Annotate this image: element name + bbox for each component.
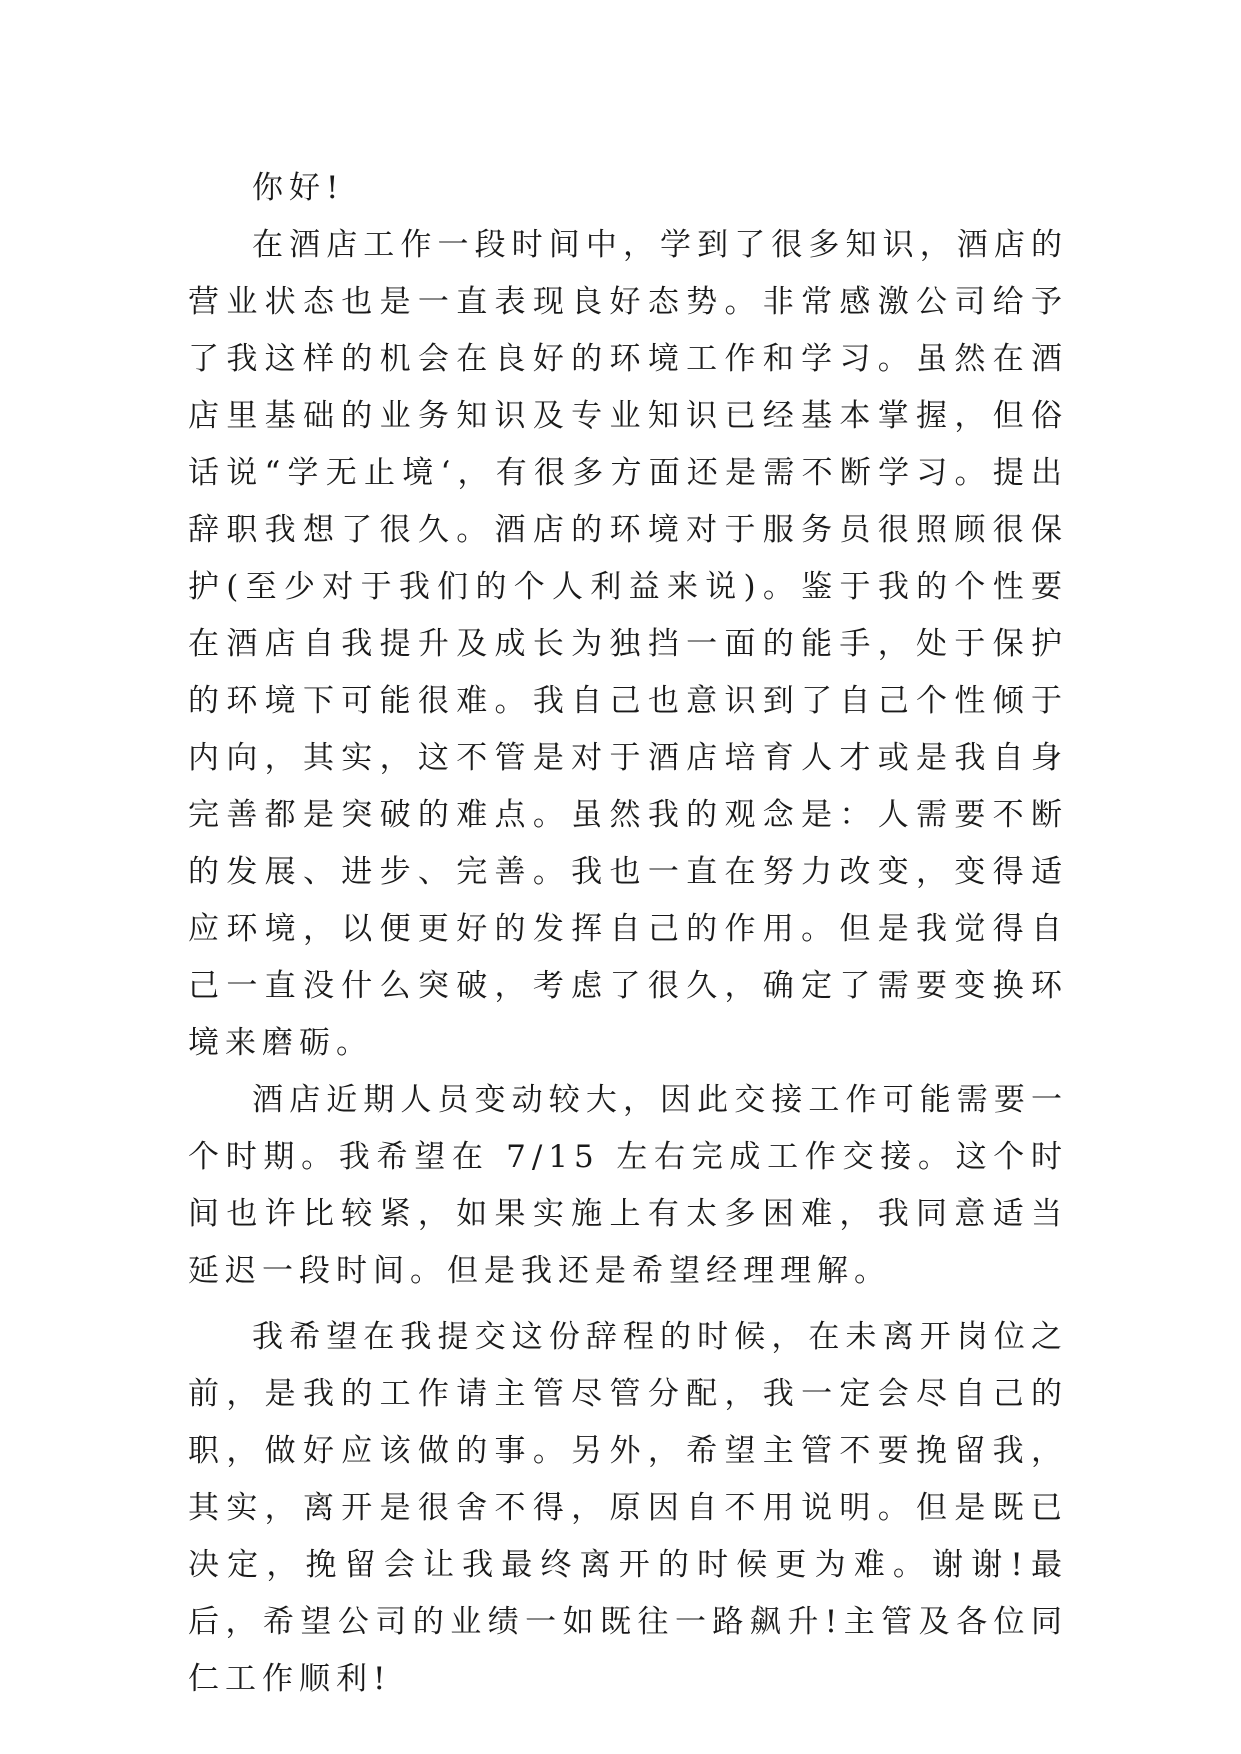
letter-greeting: 你好! bbox=[252, 170, 345, 206]
letter-paragraph-2: 酒店近期人员变动较大，因此交接工作可能需要一个时期。我希望在 7/15 左右完成工作交接。这个时间也许比较紧，如果实施上有太多困难，我同意适当延迟一段时间。但是我还是希望经理理解。 bbox=[188, 1082, 1068, 1289]
letter-paragraph-3: 我希望在我提交这份辞程的时候，在未离开岗位之前，是我的工作请主管尽管分配，我一定会尽自己的职，做好应该做的事。另外，希望主管不要挽留我，其实，离开是很舍不得，原因自不用说明。但是既已决定，挽留会让我最终离开的时候更为难。谢谢!最后，希望公司的业绩一如既往一路飙升!主管及各位同仁工作顺利! bbox=[188, 1319, 1068, 1697]
letter-paragraph-1: 在酒店工作一段时间中，学到了很多知识，酒店的营业状态也是一直表现良好态势。非常感激公司给予了我这样的机会在良好的环境工作和学习。虽然在酒店里基础的业务知识及专业知识已经基本掌握，但俗话说“学无止境‘，有很多方面还是需不断学习。提出辞职我想了很久。酒店的环境对于服务员很照顾很保护(至少对于我们的个人利益来说)。鉴于我的个性要在酒店自我提升及成长为独挡一面的能手，处于保护的环境下可能很难。我自己也意识到了自己个性倾于内向，其实，这不管是对于酒店培育人才或是我自身完善都是突破的难点。虽然我的观念是：人需要不断的发展、进步、完善。我也一直在努力改变，变得适应环境，以便更好的发挥自己的作用。但是我觉得自己一直没什么突破，考虑了很久，确定了需要变换环境来磨砺。 bbox=[188, 227, 1068, 1061]
resignation-letter-body bbox=[188, 160, 1068, 1708]
